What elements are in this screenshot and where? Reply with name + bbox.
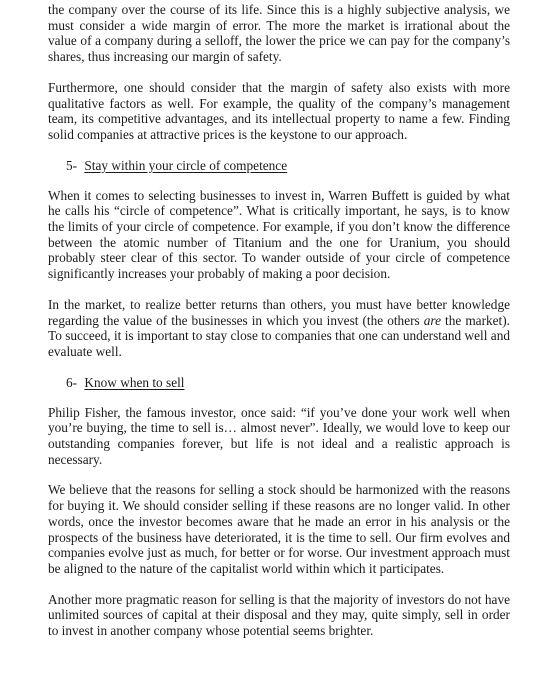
document-page: [48, 2, 510, 654]
paragraph-pragmatic-reason: Another more pragmatic reason for selling is that the majority of investors do not have unlimited sources of capital at their disposal and they may, quite simply, sell in order to invest in another company whose potential seems brighter.: [48, 591, 510, 639]
paragraph-text-segment: In the market, to realize better returns than others, you must have better knowledge regarding the value of the businesses in which you invest (the others: [48, 296, 510, 328]
paragraph-better-knowledge: [48, 297, 510, 360]
paragraph-fisher-quote: Philip Fisher, the famous investor, once said: “if you’ve done your work well when you’re buying, the time to sell is… almost never”. Ideally, we would love to keep our outstanding companies forever, but life is not ideal and a realistic approach is necessary.: [48, 404, 510, 467]
paragraph-reasons-for-selling: We believe that the reasons for selling a stock should be harmonized with the reasons for buying it. We should consider selling if these reasons are no longer valid. In other words, once the investor becomes aware that he made an error in his analysis or the prospects of the business have deteriorated, it is the time to sell. Our firm evolves and companies evolve just as much, for better or for worse. Our investment approach must be aligned to the nature of the capitalist world within which it participates.: [48, 482, 510, 576]
section-heading-know-when-to-sell: [66, 375, 510, 391]
section-number: 5-: [66, 157, 78, 173]
section-title: Stay within your circle of competence: [84, 157, 288, 173]
paragraph-text-segment: the market). To succeed, it is important to stay close to companies that one can understand well and evaluate well.: [48, 312, 510, 359]
section-number: 6-: [66, 374, 78, 390]
paragraph-buffett-circle: When it comes to selecting businesses to invest in, Warren Buffett is guided by what he calls his “circle of competence”. What is critically important, he says, is to know the limits of your circle of competence. For example, if you don’t know the difference between the atomic number of Titanium and the one for Uranium, you should probably steer clear of this sector. To wander outside of your circle of competence significantly increases your probably of making a poor decision.: [48, 187, 510, 282]
section-heading-circle-of-competence: [66, 158, 510, 174]
section-title: Know when to sell: [84, 374, 185, 390]
paragraph-margin-of-error: the company over the course of its life. Since this is a highly subjective analysis, we must consider a wide margin of error. The more the market is irrational about the value of a company during a selloff, the lower the price we can pay for the company’s shares, thus increasing our margin of safety.: [48, 2, 510, 65]
paragraph-qualitative-factors: Furthermore, one should consider that the margin of safety also exists with more qualitative factors as well. For example, the quality of the company’s management team, its competitive advantages, and its intellectual property to name a few. Finding solid companies at attractive prices is the keystone to our approach.: [48, 79, 510, 142]
emphasis-text: are: [423, 312, 441, 328]
